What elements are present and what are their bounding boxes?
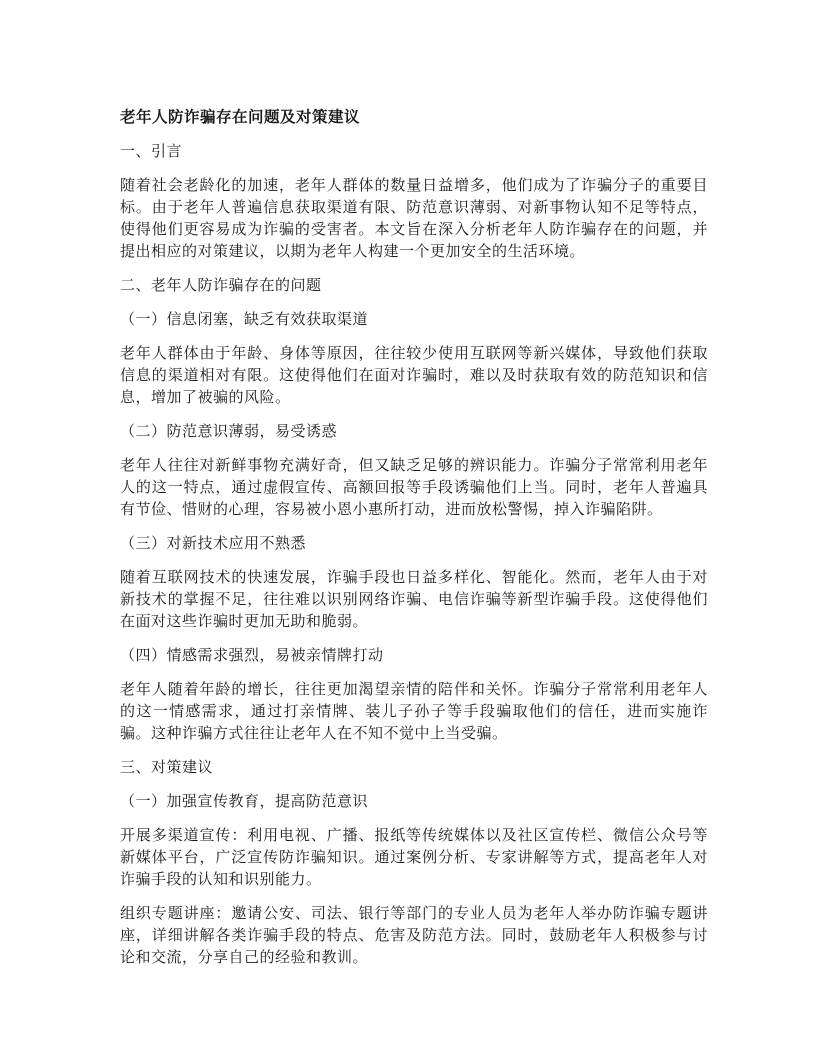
- subsection-heading-emotional-needs: （四）情感需求强烈，易被亲情牌打动: [120, 646, 384, 664]
- paragraph-new-technology: 随着互联网技术的快速发展，诈骗手段也日益多样化、智能化。然而，老年人由于对新技术的掌握不足，往往难以识别网络诈骗、电信诈骗等新型诈骗手段。这使得他们在面对这些诈骗时更加无助和脆弱。: [120, 568, 708, 630]
- paragraph-emotional-needs: 老年人随着年龄的增长，往往更加渴望亲情的陪伴和关怀。诈骗分子常常利用老年人的这一情感需求，通过打亲情牌、装儿子孙子等手段骗取他们的信任，进而实施诈骗。这种诈骗方式往往让老年人在不知不觉中上当受骗。: [120, 680, 708, 742]
- paragraph-introduction: 随着社会老龄化的加速，老年人群体的数量日益增多，他们成为了诈骗分子的重要目标。由于老年人普遍信息获取渠道有限、防范意识薄弱、对新事物认知不足等特点，使得他们更容易成为诈骗的受害者。本文旨在深入分析老年人防诈骗存在的问题，并提出相应的对策建议，以期为老年人构建一个更加安全的生活环境。: [120, 176, 708, 260]
- paragraph-special-lectures: 组织专题讲座：邀请公安、司法、银行等部门的专业人员为老年人举办防诈骗专题讲座，详细讲解各类诈骗手段的特点、危害及防范方法。同时，鼓励老年人积极参与讨论和交流，分享自己的经验和教训。: [120, 904, 708, 966]
- subsection-heading-new-technology: （三）对新技术应用不熟悉: [120, 534, 307, 552]
- section-heading-introduction: 一、引言: [120, 142, 183, 160]
- paragraph-multichannel-publicity: 开展多渠道宣传：利用电视、广播、报纸等传统媒体以及社区宣传栏、微信公众号等新媒体平台，广泛宣传防诈骗知识。通过案例分析、专家讲解等方式，提高老年人对诈骗手段的认知和识别能力。: [120, 826, 708, 888]
- document-page: [120, 106, 708, 980]
- subsection-heading-info-closed: （一）信息闭塞，缺乏有效获取渠道: [120, 310, 369, 328]
- section-heading-problems: 二、老年人防诈骗存在的问题: [120, 276, 322, 294]
- paragraph-info-closed: 老年人群体由于年龄、身体等原因，往往较少使用互联网等新兴媒体，导致他们获取信息的渠道相对有限。这使得他们在面对诈骗时，难以及时获取有效的防范知识和信息，增加了被骗的风险。: [120, 344, 708, 406]
- subsection-heading-weak-awareness: （二）防范意识薄弱，易受诱惑: [120, 422, 338, 440]
- paragraph-weak-awareness: 老年人往往对新鲜事物充满好奇，但又缺乏足够的辨识能力。诈骗分子常常利用老年人的这一特点，通过虚假宣传、高额回报等手段诱骗他们上当。同时，老年人普遍具有节俭、惜财的心理，容易被小恩小惠所打动，进而放松警惕，掉入诈骗陷阱。: [120, 456, 708, 518]
- document-title: 老年人防诈骗存在问题及对策建议: [120, 107, 361, 126]
- subsection-heading-publicity-education: （一）加强宣传教育，提高防范意识: [120, 792, 369, 810]
- section-heading-suggestions: 三、对策建议: [120, 758, 214, 776]
